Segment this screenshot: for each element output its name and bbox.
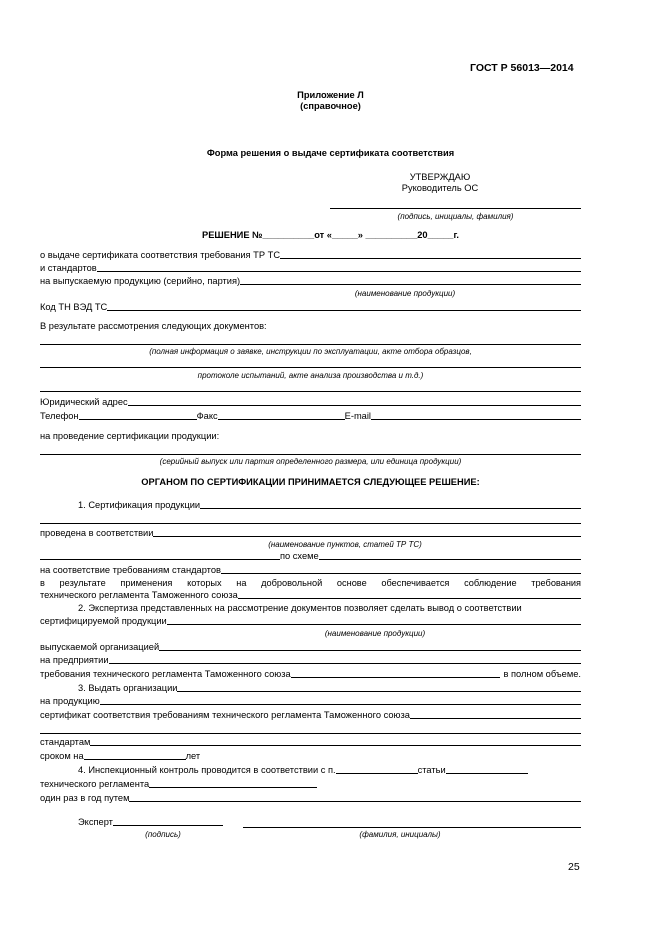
item-4-once-label: один раз в год путем bbox=[40, 793, 130, 803]
field-contacts bbox=[40, 411, 581, 422]
field-code-label: Код ТН ВЭД ТС bbox=[40, 302, 108, 312]
item-1-paragraph-b-label: технического регламента Таможенного союза bbox=[40, 590, 238, 600]
item-4-once bbox=[40, 793, 581, 804]
item-2-enterprise bbox=[40, 655, 581, 666]
production-caption: (наименование продукции) bbox=[354, 289, 456, 298]
expert-signature-line bbox=[113, 825, 223, 826]
review-caption-2: протоколе испытаний, акте анализа производства и т.д.) bbox=[197, 371, 424, 380]
item-4-point-line bbox=[336, 773, 418, 774]
field-address-label: Юридический адрес bbox=[40, 397, 128, 407]
item-3-product-label: на продукцию bbox=[40, 696, 100, 706]
item-4-regulation-line bbox=[149, 787, 317, 788]
appendix-subtitle: (справочное) bbox=[300, 101, 361, 111]
review-line-1 bbox=[40, 344, 581, 345]
item-3-term-label: сроком на bbox=[40, 751, 84, 761]
appendix-title: Приложение Л bbox=[297, 90, 364, 100]
approve-signature-line bbox=[330, 208, 581, 209]
field-email-label: E-mail bbox=[344, 411, 371, 421]
field-phone-label: Телефон bbox=[40, 411, 79, 421]
item-1-caption: (наименование пунктов, статей ТР ТС) bbox=[268, 540, 422, 549]
item-1-paragraph-a: в результате применения которых на добровольной основе обеспечивается соблюдение требования bbox=[40, 578, 581, 588]
review-label: В результате рассмотрения следующих документов: bbox=[40, 321, 267, 331]
item-1-paragraph-b-line bbox=[238, 598, 581, 599]
field-about-line bbox=[280, 258, 581, 259]
item-4 bbox=[78, 765, 528, 776]
item-3-term bbox=[40, 751, 240, 762]
item-2-requirements bbox=[40, 669, 581, 680]
review-caption-1: (полная информация о заявке, инструкции по эксплуатации, акте отбора образцов, bbox=[149, 347, 472, 356]
item-1-label: 1. Сертификация продукции bbox=[78, 500, 201, 510]
item-4-regulation-label: технического регламента bbox=[40, 779, 150, 789]
item-3-standards bbox=[40, 737, 581, 748]
item-3-product-line bbox=[100, 704, 581, 705]
page-number: 25 bbox=[568, 861, 580, 873]
cert-request-label: на проведение сертификации продукции: bbox=[40, 431, 220, 441]
item-2-org-line bbox=[159, 650, 581, 651]
approve-word: УТВЕРЖДАЮ bbox=[409, 172, 471, 182]
item-3-term-line bbox=[84, 759, 186, 760]
form-title: Форма решения о выдаче сертификата соответствия bbox=[206, 148, 455, 158]
item-2-enterprise-label: на предприятии bbox=[40, 655, 109, 665]
item-3-standards-line bbox=[90, 745, 581, 746]
item-1-requirements-label: на соответствие требованиям стандартов bbox=[40, 565, 221, 575]
field-standards bbox=[40, 263, 581, 274]
cert-request-caption: (серийный выпуск или партия определенного размера, или единица продукции) bbox=[159, 457, 462, 466]
item-3-line bbox=[177, 691, 581, 692]
item-4-article-line bbox=[446, 773, 528, 774]
field-code bbox=[40, 302, 581, 313]
item-1-conducted-line bbox=[153, 536, 581, 537]
item-2-enterprise-line bbox=[109, 663, 581, 664]
item-2-label: 2. Экспертиза представленных на рассмотрение документов позволяет сделать вывод о соответствии bbox=[78, 603, 522, 613]
item-3-years-label: лет bbox=[185, 751, 201, 761]
item-2-cert-line bbox=[167, 624, 581, 625]
review-line-3 bbox=[40, 391, 581, 392]
item-1-paragraph-b bbox=[40, 590, 581, 601]
item-2-org bbox=[40, 642, 581, 653]
item-3-label: 3. Выдать организации bbox=[78, 683, 178, 693]
field-about bbox=[40, 250, 581, 261]
item-3-standards-label: стандартам bbox=[40, 737, 91, 747]
expert-name-caption: (фамилия, инициалы) bbox=[359, 830, 441, 839]
expert-name-line bbox=[243, 827, 581, 828]
item-3 bbox=[78, 683, 581, 694]
expert-label: Эксперт bbox=[78, 817, 113, 827]
approve-caption: (подпись, инициалы, фамилия) bbox=[397, 212, 514, 221]
item-1-conducted-label: проведена в соответствии bbox=[40, 528, 154, 538]
item-1-conducted bbox=[40, 528, 581, 539]
item-1-line bbox=[200, 508, 581, 509]
field-production-label: на выпускаемую продукцию (серийно, партия) bbox=[40, 276, 241, 286]
expert-row bbox=[78, 817, 223, 828]
review-line-2 bbox=[40, 367, 581, 368]
field-production-line bbox=[240, 284, 581, 285]
field-address-line bbox=[128, 405, 581, 406]
field-address bbox=[40, 397, 581, 408]
item-3-certificate-line bbox=[410, 718, 581, 719]
item-2-org-label: выпускаемой организацией bbox=[40, 642, 160, 652]
field-standards-label: и стандартов bbox=[40, 263, 97, 273]
item-1-scheme-line-b bbox=[319, 559, 581, 560]
field-code-line bbox=[107, 310, 581, 311]
expert-sign-caption: (подпись) bbox=[145, 830, 181, 839]
item-3-certificate-label: сертификат соответствия требованиям технического регламента Таможенного союза bbox=[40, 710, 410, 720]
item-4-once-line bbox=[129, 801, 581, 802]
cert-request-line bbox=[40, 454, 581, 455]
item-3-product bbox=[40, 696, 581, 707]
item-1-scheme-label: по схеме bbox=[280, 551, 319, 561]
item-2-cert bbox=[40, 616, 581, 627]
field-production bbox=[40, 276, 581, 287]
item-3-certificate bbox=[40, 710, 581, 721]
field-email-line bbox=[371, 419, 581, 420]
item-2-full-label: в полном объеме. bbox=[503, 669, 581, 679]
item-1-line-2 bbox=[40, 523, 581, 524]
item-4-article-label: статьи bbox=[417, 765, 446, 775]
item-1-requirements-line bbox=[221, 573, 581, 574]
field-fax-label: Факс bbox=[196, 411, 218, 421]
item-1-scheme-line-a bbox=[40, 559, 280, 560]
item-1-requirements bbox=[40, 565, 581, 576]
field-about-label: о выдаче сертификата соответствия требования ТР ТС bbox=[40, 250, 281, 260]
field-phone-line bbox=[79, 419, 197, 420]
item-1 bbox=[78, 500, 581, 511]
standard-number: ГОСТ Р 56013—2014 bbox=[470, 62, 574, 74]
item-2-caption: (наименование продукции) bbox=[324, 629, 426, 638]
field-fax-line bbox=[218, 419, 345, 420]
approve-role: Руководитель ОС bbox=[401, 183, 479, 193]
item-2-requirements-line bbox=[291, 677, 501, 678]
body-title: ОРГАНОМ ПО СЕРТИФИКАЦИИ ПРИНИМАЕТСЯ СЛЕДУЮЩЕЕ РЕШЕНИЕ: bbox=[141, 477, 480, 487]
item-1-scheme bbox=[40, 551, 581, 562]
item-4-regulation bbox=[40, 779, 317, 790]
decision-line: РЕШЕНИЕ №__________от «_____» __________20_____г. bbox=[202, 230, 459, 240]
item-2-requirements-label: требования технического регламента Таможенного союза bbox=[40, 669, 291, 679]
item-3-line-2 bbox=[40, 733, 581, 734]
field-standards-line bbox=[97, 271, 581, 272]
item-2-cert-label: сертифицируемой продукции bbox=[40, 616, 167, 626]
item-4-label: 4. Инспекционный контроль проводится в соответствии с п. bbox=[78, 765, 336, 775]
